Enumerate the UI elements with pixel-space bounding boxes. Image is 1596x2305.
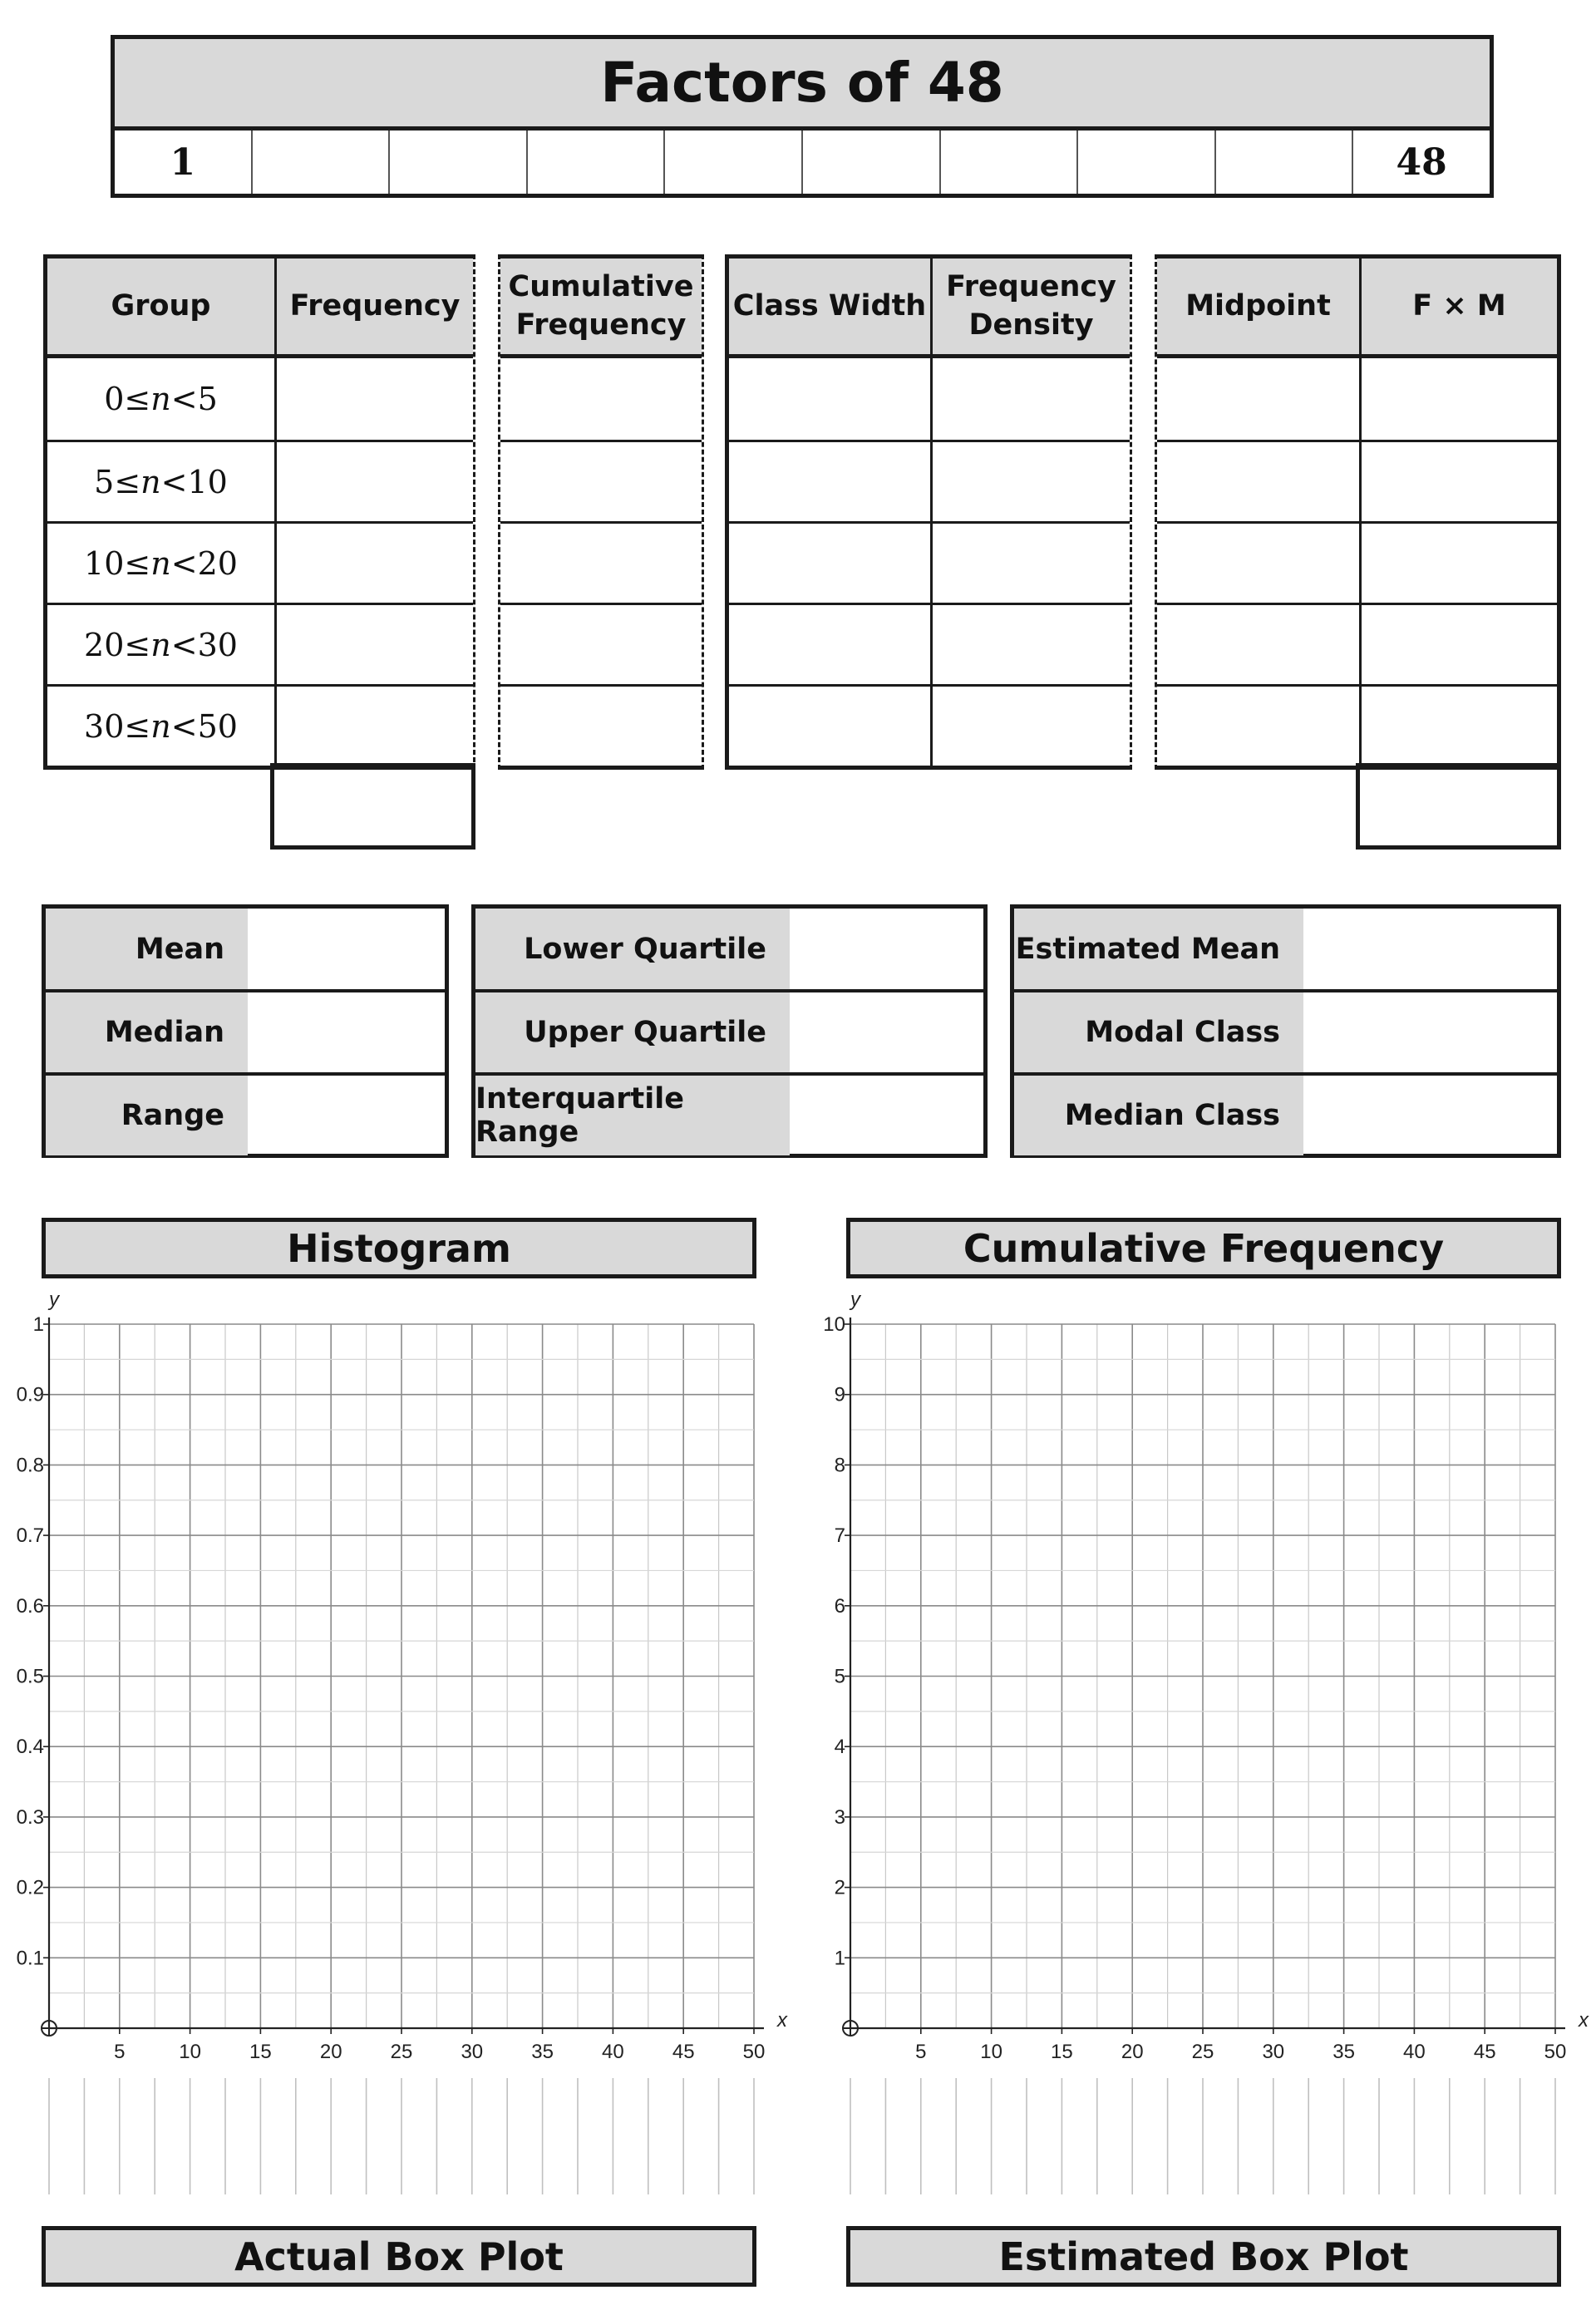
frequency-cell[interactable]	[274, 687, 473, 766]
table-row	[729, 603, 1130, 684]
group-header: Group	[111, 288, 211, 323]
table-row	[500, 521, 702, 603]
class-width-header: Class Width	[732, 288, 927, 323]
frequency-density-cell[interactable]	[930, 524, 1130, 603]
factor-cell[interactable]	[939, 131, 1077, 194]
factors-row	[115, 131, 1490, 194]
y-tick-label: 4	[834, 1736, 845, 1759]
cumulative-frequency-header: Cumulative Frequency	[508, 270, 694, 342]
group-label: 20 ≤ n < 30	[84, 626, 238, 663]
median-value[interactable]	[248, 992, 445, 1072]
range-label: Range	[46, 1076, 248, 1155]
cumulative-frequency-cell[interactable]	[500, 524, 702, 603]
x-tick-label: 25	[1191, 2041, 1214, 2063]
factor-cell[interactable]	[1076, 131, 1214, 194]
factor-cell[interactable]: 48	[1352, 131, 1490, 194]
estimate-stats-box	[1010, 904, 1561, 1158]
cumulative-frequency-cell[interactable]	[500, 605, 702, 684]
x-tick-label: 35	[1332, 2041, 1355, 2063]
class-width-cell[interactable]	[729, 687, 930, 766]
stat-row-upper-quartile	[475, 989, 983, 1072]
group-label: 10 ≤ n < 20	[84, 544, 238, 582]
cumulative-frequency-cell[interactable]	[500, 687, 702, 766]
stat-row-mean	[46, 909, 445, 989]
frequency-cell[interactable]	[274, 605, 473, 684]
x-tick-label: 20	[319, 2041, 342, 2063]
frequency-total-cell[interactable]	[270, 763, 475, 850]
midpoint-cell[interactable]	[1157, 605, 1359, 684]
lower-quartile-label: Lower Quartile	[475, 909, 790, 989]
x-tick-label: 10	[980, 2041, 1002, 2063]
median-class-value[interactable]	[1303, 1076, 1557, 1155]
x-tick-label: 40	[1403, 2041, 1426, 2063]
y-tick-label: 1	[834, 1947, 845, 1970]
x-tick-label: 15	[1051, 2041, 1073, 2063]
y-tick-label: 0.3	[16, 1805, 44, 1829]
x-tick-label: 50	[742, 2041, 766, 2063]
table-row	[729, 684, 1130, 766]
group-label: 5 ≤ n < 10	[94, 463, 228, 500]
fxm-cell[interactable]	[1359, 605, 1557, 684]
interquartile-range-label: Interquartile Range	[475, 1076, 790, 1155]
cumulative-frequency-title: Cumulative Frequency	[846, 1218, 1561, 1278]
factor-cell[interactable]	[1214, 131, 1352, 194]
fxm-header: F × M	[1359, 259, 1557, 354]
table-row	[1157, 684, 1557, 766]
median-class-label: Median Class	[1014, 1076, 1303, 1155]
x-axis-label: x	[1579, 2009, 1589, 2032]
x-tick-label: 30	[1262, 2041, 1285, 2063]
table-row	[47, 358, 473, 440]
factors-of-48-box	[111, 35, 1494, 198]
median-label: Median	[46, 992, 248, 1072]
y-tick-label: 5	[834, 1665, 845, 1688]
frequency-density-cell[interactable]	[930, 687, 1130, 766]
fxm-total-cell[interactable]	[1356, 763, 1561, 850]
x-tick-label: 45	[672, 2041, 695, 2063]
cumulative-frequency-grid[interactable]	[798, 1280, 1596, 2194]
table-row	[47, 603, 473, 684]
class-width-cell[interactable]	[729, 442, 930, 521]
y-tick-label: 0.9	[16, 1383, 44, 1406]
y-tick-label: 0.6	[16, 1594, 44, 1618]
table-row	[729, 358, 1130, 440]
y-tick-label: 0.8	[16, 1454, 44, 1477]
frequency-cell[interactable]	[274, 524, 473, 603]
x-tick-label: 5	[114, 2041, 126, 2063]
fxm-cell[interactable]	[1359, 687, 1557, 766]
frequency-density-header: Frequency Density	[930, 259, 1130, 354]
histogram-grid[interactable]	[0, 1280, 798, 2194]
frequency-header: Frequency	[274, 259, 473, 354]
estimated-mean-label: Estimated Mean	[1014, 909, 1303, 989]
frequency-density-cell[interactable]	[930, 358, 1130, 440]
stat-row-estimated-mean	[1014, 909, 1557, 989]
midpoint-header: Midpoint	[1185, 288, 1331, 323]
x-tick-label: 10	[179, 2041, 201, 2063]
y-tick-label: 0.4	[16, 1736, 44, 1759]
stat-row-median-class	[1014, 1072, 1557, 1155]
x-tick-label: 25	[390, 2041, 413, 2063]
y-tick-label: 0.7	[16, 1524, 44, 1548]
group-label: 30 ≤ n < 50	[84, 707, 238, 745]
x-tick-label: 30	[461, 2041, 484, 2063]
fxm-cell[interactable]	[1359, 524, 1557, 603]
lower-quartile-value[interactable]	[790, 909, 983, 989]
x-tick-label: 5	[915, 2041, 927, 2063]
table-row	[1157, 440, 1557, 521]
table-row	[500, 358, 702, 440]
cumulative-frequency-table	[498, 254, 704, 770]
fxm-cell[interactable]	[1359, 358, 1557, 440]
table-row	[47, 684, 473, 766]
group-frequency-table	[43, 254, 475, 770]
modal-class-label: Modal Class	[1014, 992, 1303, 1072]
range-value[interactable]	[248, 1076, 445, 1155]
table-row	[729, 521, 1130, 603]
factor-cell[interactable]	[526, 131, 664, 194]
midpoint-cell[interactable]	[1157, 358, 1359, 440]
stat-row-interquartile-range	[475, 1072, 983, 1155]
midpoint-cell[interactable]	[1157, 442, 1359, 521]
quartile-stats-box	[471, 904, 988, 1158]
factor-cell[interactable]: 1	[170, 140, 196, 184]
class-width-density-table	[725, 254, 1132, 770]
basic-stats-box	[42, 904, 449, 1158]
estimated-box-plot-title: Estimated Box Plot	[846, 2226, 1561, 2287]
frequency-cell[interactable]	[274, 358, 473, 440]
table-row	[1157, 358, 1557, 440]
midpoint-fxm-table	[1155, 254, 1561, 770]
table-row	[500, 603, 702, 684]
x-tick-label: 40	[602, 2041, 624, 2063]
upper-quartile-label: Upper Quartile	[475, 992, 790, 1072]
factor-cell[interactable]	[663, 131, 801, 194]
y-axis-label: y	[850, 1288, 860, 1311]
class-width-cell[interactable]	[729, 524, 930, 603]
x-tick-label: 35	[531, 2041, 554, 2063]
y-tick-label: 8	[834, 1454, 845, 1477]
table-row	[1157, 521, 1557, 603]
factor-cell[interactable]	[801, 131, 939, 194]
stat-row-median	[46, 989, 445, 1072]
midpoint-cell[interactable]	[1157, 524, 1359, 603]
fxm-cell[interactable]	[1359, 442, 1557, 521]
factor-cell[interactable]	[251, 131, 389, 194]
y-tick-label: 6	[834, 1594, 845, 1618]
estimated-mean-value[interactable]	[1303, 909, 1557, 989]
x-tick-label: 50	[1544, 2041, 1567, 2063]
modal-class-value[interactable]	[1303, 992, 1557, 1072]
table-row	[1157, 603, 1557, 684]
y-tick-label: 1	[32, 1313, 44, 1336]
interquartile-range-value[interactable]	[790, 1076, 983, 1155]
stat-row-range	[46, 1072, 445, 1155]
y-tick-label: 9	[834, 1383, 845, 1406]
x-tick-label: 15	[249, 2041, 272, 2063]
table-row	[500, 684, 702, 766]
x-tick-label: 45	[1473, 2041, 1496, 2063]
factors-title: Factors of 48	[115, 39, 1490, 131]
cumulative-frequency-cell[interactable]	[500, 358, 702, 440]
y-tick-label: 0.5	[16, 1665, 44, 1688]
class-width-cell[interactable]	[729, 358, 930, 440]
x-tick-label: 20	[1121, 2041, 1144, 2063]
frequency-density-cell[interactable]	[930, 442, 1130, 521]
frequency-density-cell[interactable]	[930, 605, 1130, 684]
actual-box-plot-title: Actual Box Plot	[42, 2226, 756, 2287]
mean-label: Mean	[46, 909, 248, 989]
y-tick-label: 0.1	[16, 1947, 44, 1970]
y-tick-label: 7	[834, 1524, 845, 1548]
x-axis-label: x	[777, 2009, 787, 2032]
class-width-cell[interactable]	[729, 605, 930, 684]
group-label: 0 ≤ n < 5	[104, 381, 218, 417]
frequency-cell[interactable]	[274, 442, 473, 521]
y-tick-label: 2	[834, 1876, 845, 1899]
y-tick-label: 10	[823, 1313, 845, 1336]
upper-quartile-value[interactable]	[790, 992, 983, 1072]
stat-row-modal-class	[1014, 989, 1557, 1072]
histogram-title: Histogram	[42, 1218, 756, 1278]
midpoint-cell[interactable]	[1157, 687, 1359, 766]
stat-row-lower-quartile	[475, 909, 983, 989]
mean-value[interactable]	[248, 909, 445, 989]
y-tick-label: 3	[834, 1805, 845, 1829]
table-row	[47, 440, 473, 521]
y-axis-label: y	[49, 1288, 59, 1311]
cumulative-frequency-cell[interactable]	[500, 442, 702, 521]
factor-cell[interactable]	[388, 131, 526, 194]
table-row	[47, 521, 473, 603]
y-tick-label: 0.2	[16, 1876, 44, 1899]
table-row	[500, 440, 702, 521]
table-row	[729, 440, 1130, 521]
